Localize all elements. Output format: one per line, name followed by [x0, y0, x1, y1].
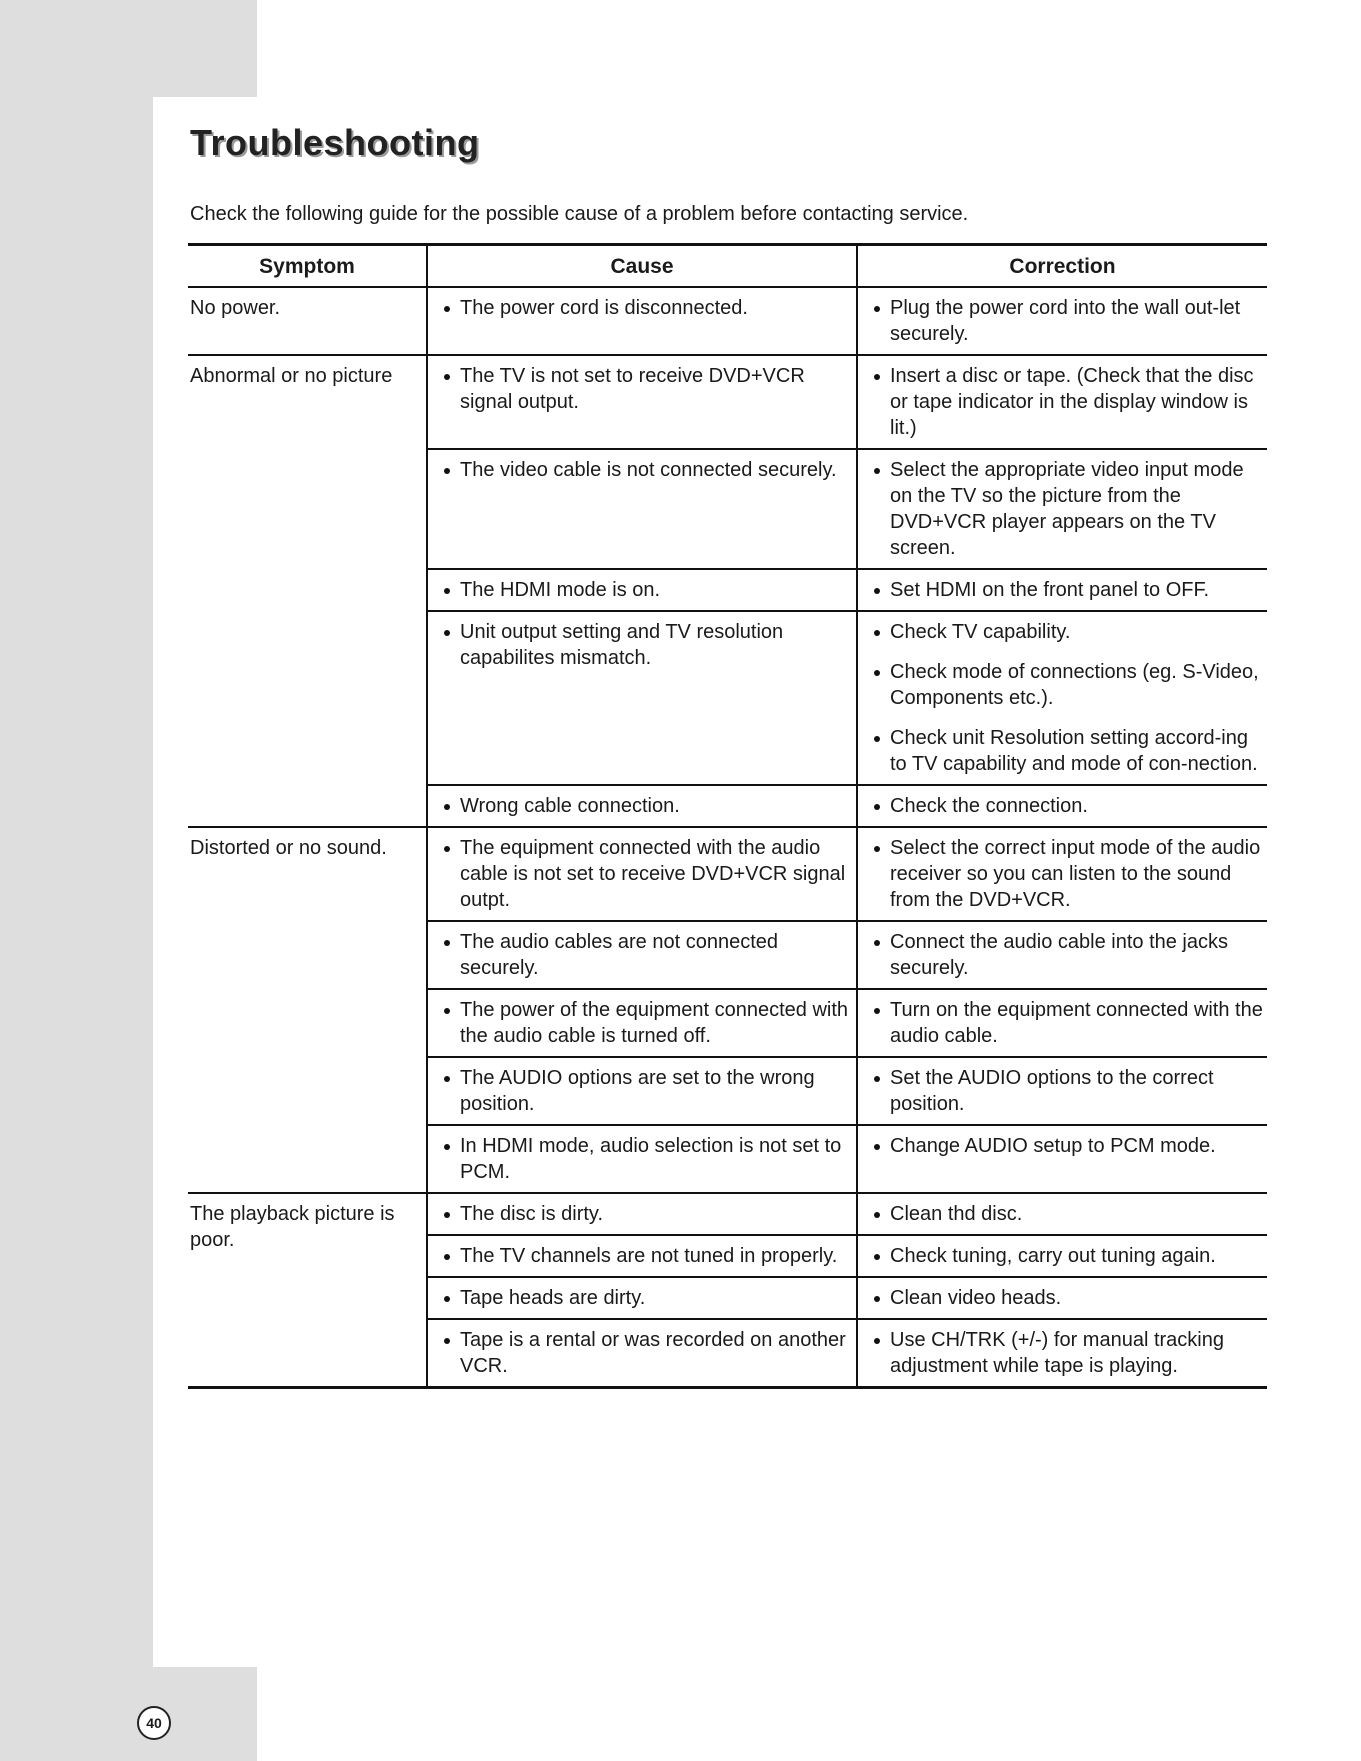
cause-cell	[427, 1193, 857, 1235]
cause-cell	[427, 1277, 857, 1319]
cause-item: The power cord is disconnected.	[430, 295, 852, 321]
correction-cell	[857, 287, 1267, 355]
table-row	[188, 355, 1267, 449]
correction-item: Turn on the equipment connected with the audio cable.	[860, 997, 1263, 1049]
cause-item: Tape is a rental or was recorded on another VCR.	[430, 1327, 852, 1379]
correction-item: Connect the audio cable into the jacks securely.	[860, 929, 1263, 981]
cause-item: The audio cables are not connected securely.	[430, 929, 852, 981]
correction-cell	[857, 611, 1267, 785]
cause-cell	[427, 921, 857, 989]
cause-item: The video cable is not connected securely.	[430, 457, 852, 483]
cause-item: The AUDIO options are set to the wrong position.	[430, 1065, 852, 1117]
cause-item: The HDMI mode is on.	[430, 577, 852, 603]
cause-cell	[427, 1235, 857, 1277]
cause-cell	[427, 1125, 857, 1193]
header-symptom: Symptom	[188, 245, 427, 288]
cause-cell	[427, 355, 857, 449]
correction-item: Set the AUDIO options to the correct position.	[860, 1065, 1263, 1117]
cause-item: In HDMI mode, audio selection is not set to PCM.	[430, 1133, 852, 1185]
symptom-cell: Abnormal or no picture	[188, 355, 427, 827]
header-correction: Correction	[857, 245, 1267, 288]
table-body	[188, 287, 1267, 1388]
correction-item: Set HDMI on the front panel to OFF.	[860, 577, 1263, 603]
correction-cell	[857, 785, 1267, 827]
correction-item: Change AUDIO setup to PCM mode.	[860, 1133, 1263, 1159]
correction-item: Plug the power cord into the wall out-let securely.	[860, 295, 1263, 347]
page-title: Troubleshooting	[190, 122, 480, 163]
cause-cell	[427, 569, 857, 611]
cause-item: Tape heads are dirty.	[430, 1285, 852, 1311]
correction-cell	[857, 921, 1267, 989]
correction-cell	[857, 989, 1267, 1057]
correction-cell	[857, 1319, 1267, 1388]
correction-cell	[857, 449, 1267, 569]
cause-cell	[427, 611, 857, 785]
page-number: 40	[137, 1706, 171, 1740]
correction-item: Select the correct input mode of the audio receiver so you can listen to the sound from the DVD+VCR.	[860, 835, 1263, 913]
cause-cell	[427, 1057, 857, 1125]
header-cause: Cause	[427, 245, 857, 288]
troubleshooting-table	[188, 243, 1267, 1389]
correction-item: Check TV capability.	[860, 619, 1263, 645]
table-header-row	[188, 245, 1267, 288]
table-row	[188, 287, 1267, 355]
cause-cell	[427, 785, 857, 827]
correction-item: Check the connection.	[860, 793, 1263, 819]
cause-cell	[427, 287, 857, 355]
correction-item: Check mode of connections (eg. S-Video, Components etc.).	[860, 659, 1263, 711]
cause-item: Unit output setting and TV resolution capabilites mismatch.	[430, 619, 852, 671]
cause-item: The disc is dirty.	[430, 1201, 852, 1227]
page-margin-band	[0, 1667, 257, 1761]
correction-cell	[857, 1057, 1267, 1125]
correction-item: Use CH/TRK (+/-) for manual tracking adjustment while tape is playing.	[860, 1327, 1263, 1379]
correction-cell	[857, 355, 1267, 449]
correction-cell	[857, 1125, 1267, 1193]
correction-cell	[857, 1193, 1267, 1235]
intro-text: Check the following guide for the possible cause of a problem before contacting service.	[190, 203, 969, 225]
page-margin-band	[0, 97, 153, 1667]
correction-cell	[857, 1235, 1267, 1277]
table-row	[188, 1193, 1267, 1235]
symptom-cell: The playback picture is poor.	[188, 1193, 427, 1388]
cause-item: The TV is not set to receive DVD+VCR signal output.	[430, 363, 852, 415]
correction-item: Insert a disc or tape. (Check that the disc or tape indicator in the display window is lit.)	[860, 363, 1263, 441]
cause-item: The power of the equipment connected with the audio cable is turned off.	[430, 997, 852, 1049]
symptom-cell: Distorted or no sound.	[188, 827, 427, 1193]
cause-cell	[427, 449, 857, 569]
symptom-cell: No power.	[188, 287, 427, 355]
cause-item: The equipment connected with the audio cable is not set to receive DVD+VCR signal outpt.	[430, 835, 852, 913]
correction-item: Check unit Resolution setting accord-ing to TV capability and mode of con-nection.	[860, 725, 1263, 777]
correction-cell	[857, 569, 1267, 611]
cause-item: The TV channels are not tuned in properly.	[430, 1243, 852, 1269]
cause-cell	[427, 827, 857, 921]
correction-item: Clean video heads.	[860, 1285, 1263, 1311]
cause-item: Wrong cable connection.	[430, 793, 852, 819]
correction-item: Clean thd disc.	[860, 1201, 1263, 1227]
correction-item: Check tuning, carry out tuning again.	[860, 1243, 1263, 1269]
cause-cell	[427, 1319, 857, 1388]
correction-cell	[857, 827, 1267, 921]
cause-cell	[427, 989, 857, 1057]
page-margin-band	[0, 0, 257, 97]
correction-cell	[857, 1277, 1267, 1319]
table-row	[188, 827, 1267, 921]
correction-item: Select the appropriate video input mode on the TV so the picture from the DVD+VCR player appears on the TV screen.	[860, 457, 1263, 561]
